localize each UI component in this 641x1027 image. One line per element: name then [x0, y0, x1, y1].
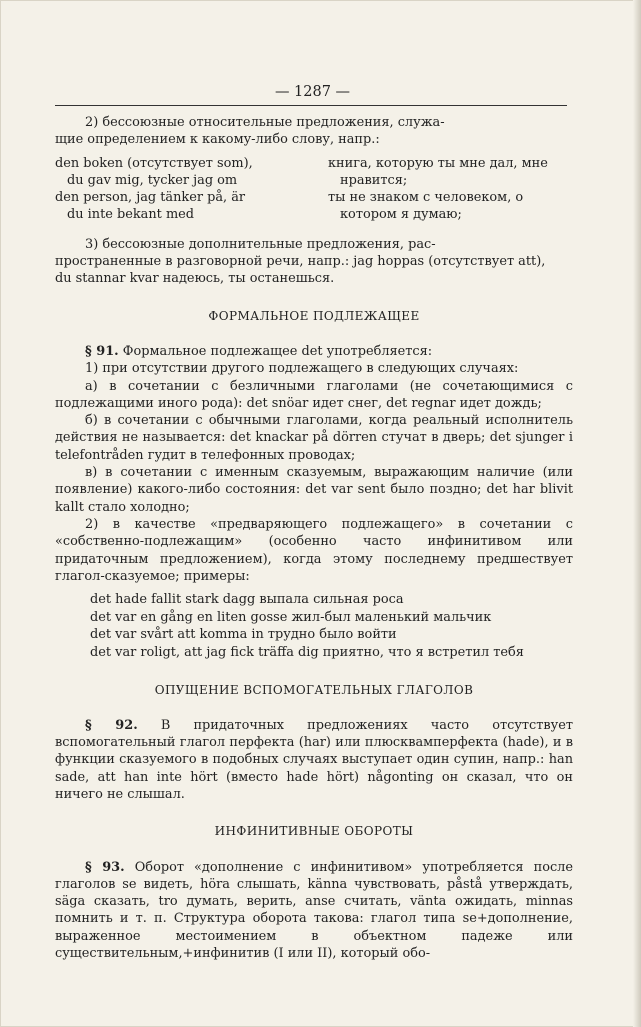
example-swedish-line: den person, jag tänker på, är: [55, 190, 246, 206]
example-line: det var svårt att komma in трудно было войти: [90, 627, 397, 643]
section-91-item: 2) в качестве «предваряющего подлежащего» в сочетании с «собственно-подлежащим» (особенно часто инфинитивом или придаточным предложением), когда этому последнему предшествует глагол-сказуемое; примеры:: [55, 516, 573, 584]
example-swedish-line: den boken (отсутствует som),: [55, 155, 253, 171]
example-swedish-column: [55, 155, 328, 224]
section-heading-formal-subject: ФОРМАЛЬНОЕ ПОДЛЕЖАЩЕЕ: [208, 308, 420, 323]
section-92-text: В придаточных предложениях часто отсутствует вспомогательный глагол перфекта (har) или плюсквамперфекта (hade), и в функции сказуемого в подобных случаях выступает один супин, напр.: han sade, att han inte hört (вместо hade hört) någonting он сказал, что он ничего не слышал.: [55, 717, 573, 802]
object-clauses-line-1: 3) бессоюзные дополнительные предложения, рас-: [85, 236, 436, 252]
section-91-item: 1) при отсутствии другого подлежащего в следующих случаях:: [85, 361, 519, 377]
section-91-item: в) в сочетании с именным сказуемым, выражающим наличие (или появление) какого-либо состояния: det var sent было поздно; det har blivit kallt стало холодно;: [55, 465, 573, 515]
object-clauses-line-2: пространенные в разговорной речи, напр.: jag hoppas (отсутствует att),: [55, 254, 546, 270]
example-line: det hade fallit stark dagg выпала сильная роса: [90, 592, 404, 608]
example-russian-line: ты не знаком с человеком, о: [328, 190, 524, 206]
section-heading-auxiliary-omission: ОПУЩЕНИЕ ВСПОМОГАТЕЛЬНЫХ ГЛАГОЛОВ: [154, 682, 474, 697]
page-number: — 1287 —: [274, 84, 351, 100]
section-91-examples: [55, 591, 573, 661]
object-clauses-line-3: du stannar kvar надеюсь, ты останешься.: [55, 271, 335, 287]
header-rule: [55, 105, 567, 106]
example-swedish-line: du inte bekant med: [67, 207, 195, 223]
example-swedish-line: du gav mig, tycker jag om: [67, 172, 238, 188]
section-heading-infinitive-constructions: ИНФИНИТИВНЫЕ ОБОРОТЫ: [214, 824, 414, 839]
page-edge-shadow: [633, 0, 641, 1027]
example-table: [55, 155, 573, 224]
section-93-term: Оборот «дополнение с инфинитивом»: [134, 859, 413, 875]
section-93-number: § 93.: [85, 859, 125, 875]
example-line: det var roligt, att jag fick träffa dig приятно, что я встретил тебя: [90, 644, 524, 660]
section-91-item: б) в сочетании с обычными глаголами, когда реальный исполнитель действия не называется: det knackar på dörren стучат в дверь; det sjunger i telefontråden гудит в телефонных проводах;: [55, 413, 573, 463]
example-russian-line: книга, которую ты мне дал, мне: [328, 155, 548, 171]
section-93-paragraph: [55, 859, 573, 963]
section-91-intro-text: Формальное подлежащее det употребляется:: [122, 343, 433, 359]
example-russian-line: котором я думаю;: [340, 207, 462, 223]
section-91-intro: [55, 343, 573, 360]
example-russian-line: нравится;: [340, 172, 408, 188]
section-91-number: § 91.: [85, 343, 119, 359]
example-russian-column: [328, 155, 573, 224]
relative-clauses-line-2: щие определением к какому-либо слову, напр.:: [55, 132, 380, 148]
section-92-number: § 92.: [85, 717, 138, 733]
section-91-item: а) в сочетании с безличными глаголами (не сочетающимися с подлежащими иного рода): det snöar идет снег, det regnar идет дождь;: [55, 378, 573, 411]
section-92-paragraph: [55, 717, 573, 803]
example-line: det var en gång en liten gosse жил-был маленький мальчик: [90, 609, 492, 625]
section-93-text: употребляется после глаголов se видеть, höra слышать, känna чувствовать, påstå утверждать, säga сказать, tro думать, верить, anse считать, vänta ожидать, minnas помнить и т. п. Структура оборота такова: глагол типа se+дополнение, выраженное местоимением в объектном падеже или существительным,+инфинитив (I или II), который обо-: [55, 859, 574, 962]
relative-clauses-line-1: 2) бессоюзные относительные предложения, служа-: [85, 115, 445, 130]
page-content: [55, 114, 573, 962]
